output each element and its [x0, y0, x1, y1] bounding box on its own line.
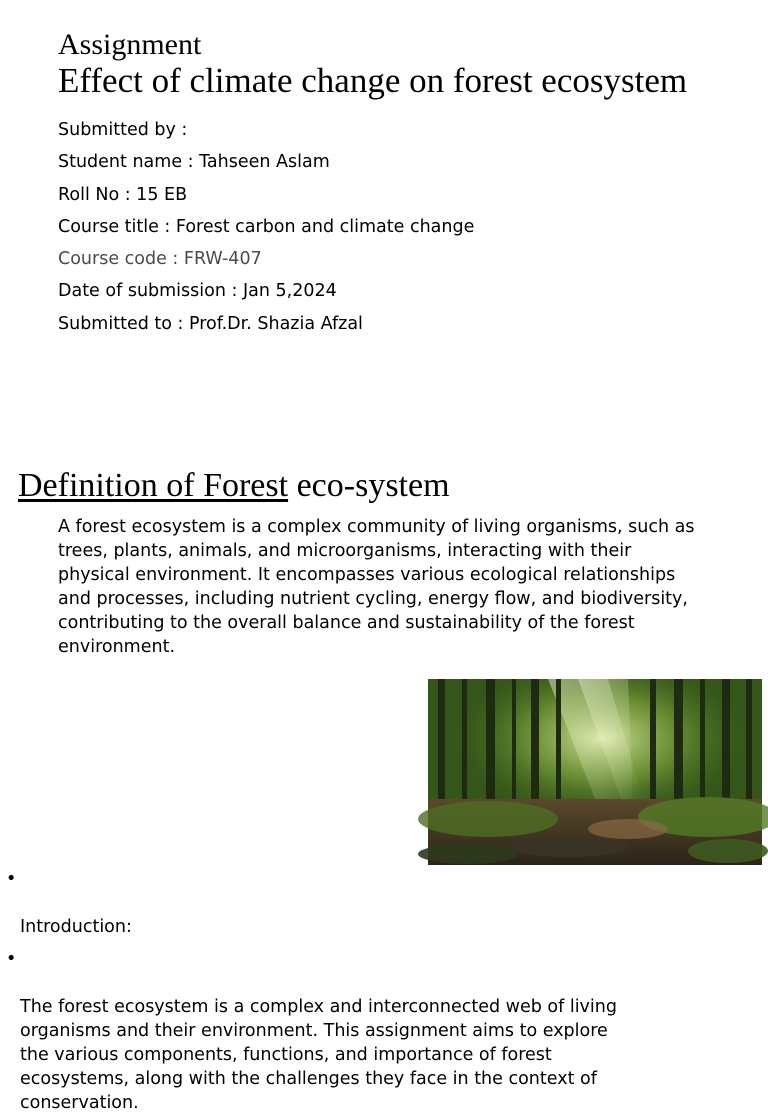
title-slide	[0, 0, 768, 430]
definition-title-rest: eco-system	[288, 467, 450, 504]
definition-text: A forest ecosystem is a complex community of living organisms, such as trees, plants, animals, and microorganisms, interacting with their physical environment. It encompasses various ecological relationships and processes, including nutrient cycling, energy flow, and biodiversity, contributing to the overall balance and sustainability of the forest environment.	[58, 517, 695, 657]
roll-number: Roll No : 15 EB	[58, 184, 188, 205]
intro-body-item	[6, 947, 656, 1115]
submission-details	[58, 114, 474, 340]
forest-illustration	[428, 679, 762, 865]
definition-title	[18, 466, 450, 506]
intro-heading-item	[6, 867, 656, 939]
intro-heading-text: Introduction:	[20, 917, 132, 937]
intro-body-text: The forest ecosystem is a complex and interconnected web of living organisms and their environment. This assignment aims to explore the various components, functions, and importance of forest ecosystems, along with the challenges they face in the context of conservation.	[20, 997, 617, 1113]
course-code: Course code : FRW-407	[58, 249, 262, 270]
definition-slide	[0, 430, 768, 1113]
bullet-icon: •	[6, 869, 17, 889]
assignment-title: Effect of climate change on forest ecosystem	[58, 61, 688, 100]
introduction-list	[6, 867, 656, 1115]
course-title: Course title : Forest carbon and climate change	[58, 216, 475, 237]
definition-title-underlined: Definition of Forest	[18, 467, 289, 504]
submitted-to: Submitted to : Prof.Dr. Shazia Afzal	[58, 313, 363, 334]
submission-date: Date of submission : Jan 5,2024	[58, 281, 337, 302]
assignment-label: Assignment	[58, 28, 202, 61]
submitted-by: Submitted by :	[58, 120, 188, 140]
bullet-icon: •	[6, 949, 17, 969]
student-name: Student name : Tahseen Aslam	[58, 152, 330, 173]
forest-photo	[428, 679, 762, 865]
